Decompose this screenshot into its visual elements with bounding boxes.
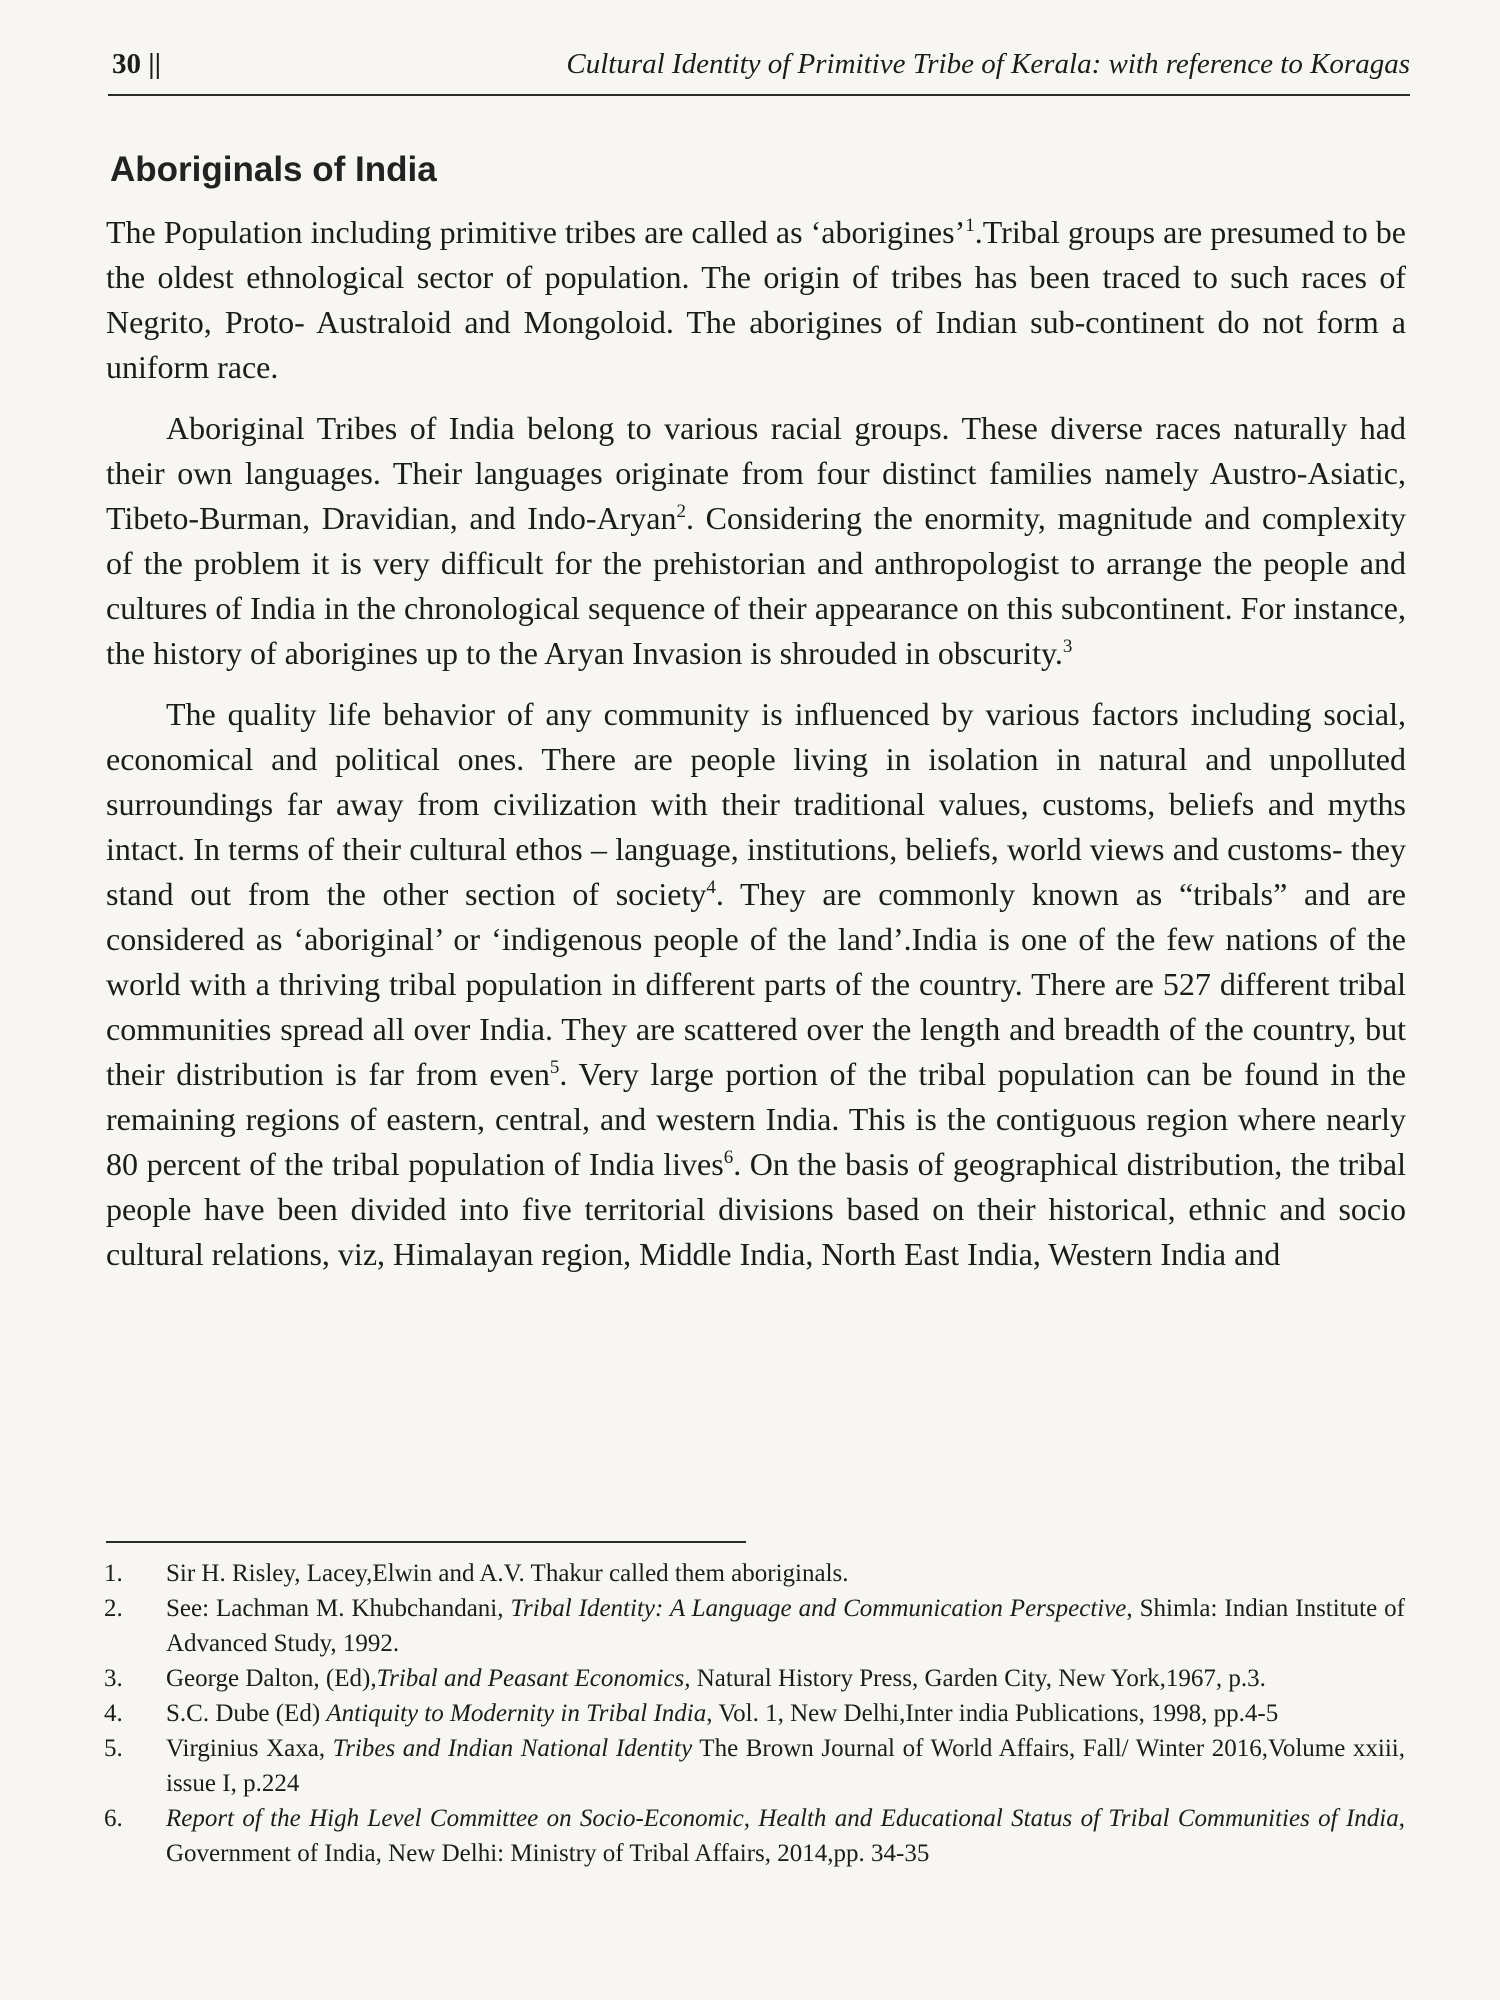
paragraph-1: The Population including primitive tribes are called as ‘aborigines’$^1$.Tribal groups are presumed to be the oldest ethnological sector of population. The origin of tribes has been traced to such races of Negrito, Proto- Australoid and Mongoloid. The aborigines of Indian sub-continent do not form a uniform race. — [106, 214, 1407, 385]
footnote-ref-4[interactable]: 4 — [706, 877, 716, 898]
footnote-ref-2[interactable]: 2 — [676, 501, 686, 522]
body-text — [106, 210, 1406, 1293]
footnote-text: S.C. Dube (Ed) Antiquity to Modernity in Tribal India, Vol. 1, New Delhi,Inter india Publications, 1998, pp.4-5 — [166, 1700, 1279, 1727]
footnote-number: 1. — [104, 1560, 123, 1587]
footnote-item — [100, 1661, 1405, 1696]
footnote-number: 2. — [104, 1595, 123, 1622]
footnote-ref-5[interactable]: 5 — [549, 1057, 560, 1078]
paragraph-2: Aboriginal Tribes of India belong to various racial groups. These diverse races naturally had their own languages. Their languages originate from four distinct families namely Austro-Asiatic, Tibeto-Burman, Dravidian, and Indo-Aryan$^2$. Considering the enormity, magnitude and complexity of the problem it is very difficult for the prehistorian and anthropologist to arrange the people and cultures of India in the chronological sequence of their appearance on this subcontinent. For instance, the history of aborigines up to the Aryan Invasion is shrouded in obscurity.$^3$ — [106, 410, 1406, 671]
running-title: Cultural Identity of Primitive Tribe of Kerala: with reference to Koragas — [566, 48, 1410, 80]
footnote-text: Report of the High Level Committee on Socio-Economic, Health and Educational Status of Tribal Communities of India, Government of India, New Delhi: Ministry of Tribal Affairs, 2014,pp. 34-35 — [166, 1805, 1405, 1867]
section-heading: Aboriginals of India — [110, 150, 437, 189]
footnote-ref-1[interactable]: 1 — [965, 215, 975, 236]
footnote-text: George Dalton, (Ed),Tribal and Peasant Economics, Natural History Press, Garden City, New York,1967, p.3. — [166, 1665, 1266, 1692]
page-number: 30 || — [112, 48, 162, 80]
footnote-number: 5. — [104, 1735, 123, 1762]
footnote-divider — [106, 1541, 746, 1543]
footnote-text: Sir H. Risley, Lacey,Elwin and A.V. Thakur called them aboriginals. — [166, 1560, 849, 1587]
paragraph-3: The quality life behavior of any community is influenced by various factors including social, economical and political ones. There are people living in isolation in natural and unpolluted surroundings far away from civilization with their traditional values, customs, beliefs and myths intact. In terms of their cultural ethos – language, institutions, beliefs, world views and customs- they stand out from the other section of society$^4$. They are commonly known as “tribals” and are considered as ‘aboriginal’ or ‘indigenous people of the land’.India is one of the few nations of the world with a thriving tribal population in different parts of the country. There are 527 different tribal communities spread all over India. They are scattered over the length and breadth of the country, but their distribution is far from even$^5$. Very large portion of the tribal population can be found in the remaining regions of eastern, central, and western India. This is the contiguous region where nearly 80 percent of the tribal population of India lives$^6$. On the basis of geographical distribution, the tribal people have been divided into five territorial divisions based on their historical, ethnic and socio cultural relations, viz, Himalayan region, Middle India, North East India, Western India and — [106, 696, 1407, 1272]
footnote-item — [100, 1731, 1405, 1801]
footnote-ref-6[interactable]: 6 — [723, 1147, 734, 1168]
page-header — [108, 42, 1410, 96]
footnote-number: 4. — [104, 1700, 123, 1727]
footnote-ref-3[interactable]: 3 — [1062, 636, 1073, 657]
footnotes — [100, 1556, 1405, 1871]
footnote-text: Virginius Xaxa, Tribes and Indian National Identity The Brown Journal of World Affairs, Fall/ Winter 2016,Volume xxiii, issue I, p.224 — [166, 1735, 1405, 1797]
footnote-item — [100, 1591, 1405, 1661]
footnote-number: 6. — [104, 1805, 123, 1832]
footnote-number: 3. — [104, 1665, 123, 1692]
footnote-item — [100, 1556, 1405, 1591]
footnote-item — [100, 1696, 1405, 1731]
footnote-item — [100, 1801, 1405, 1871]
footnote-text: See: Lachman M. Khubchandani, Tribal Identity: A Language and Communication Perspective, Shimla: Indian Institute of Advanced Study, 1992. — [166, 1595, 1405, 1657]
